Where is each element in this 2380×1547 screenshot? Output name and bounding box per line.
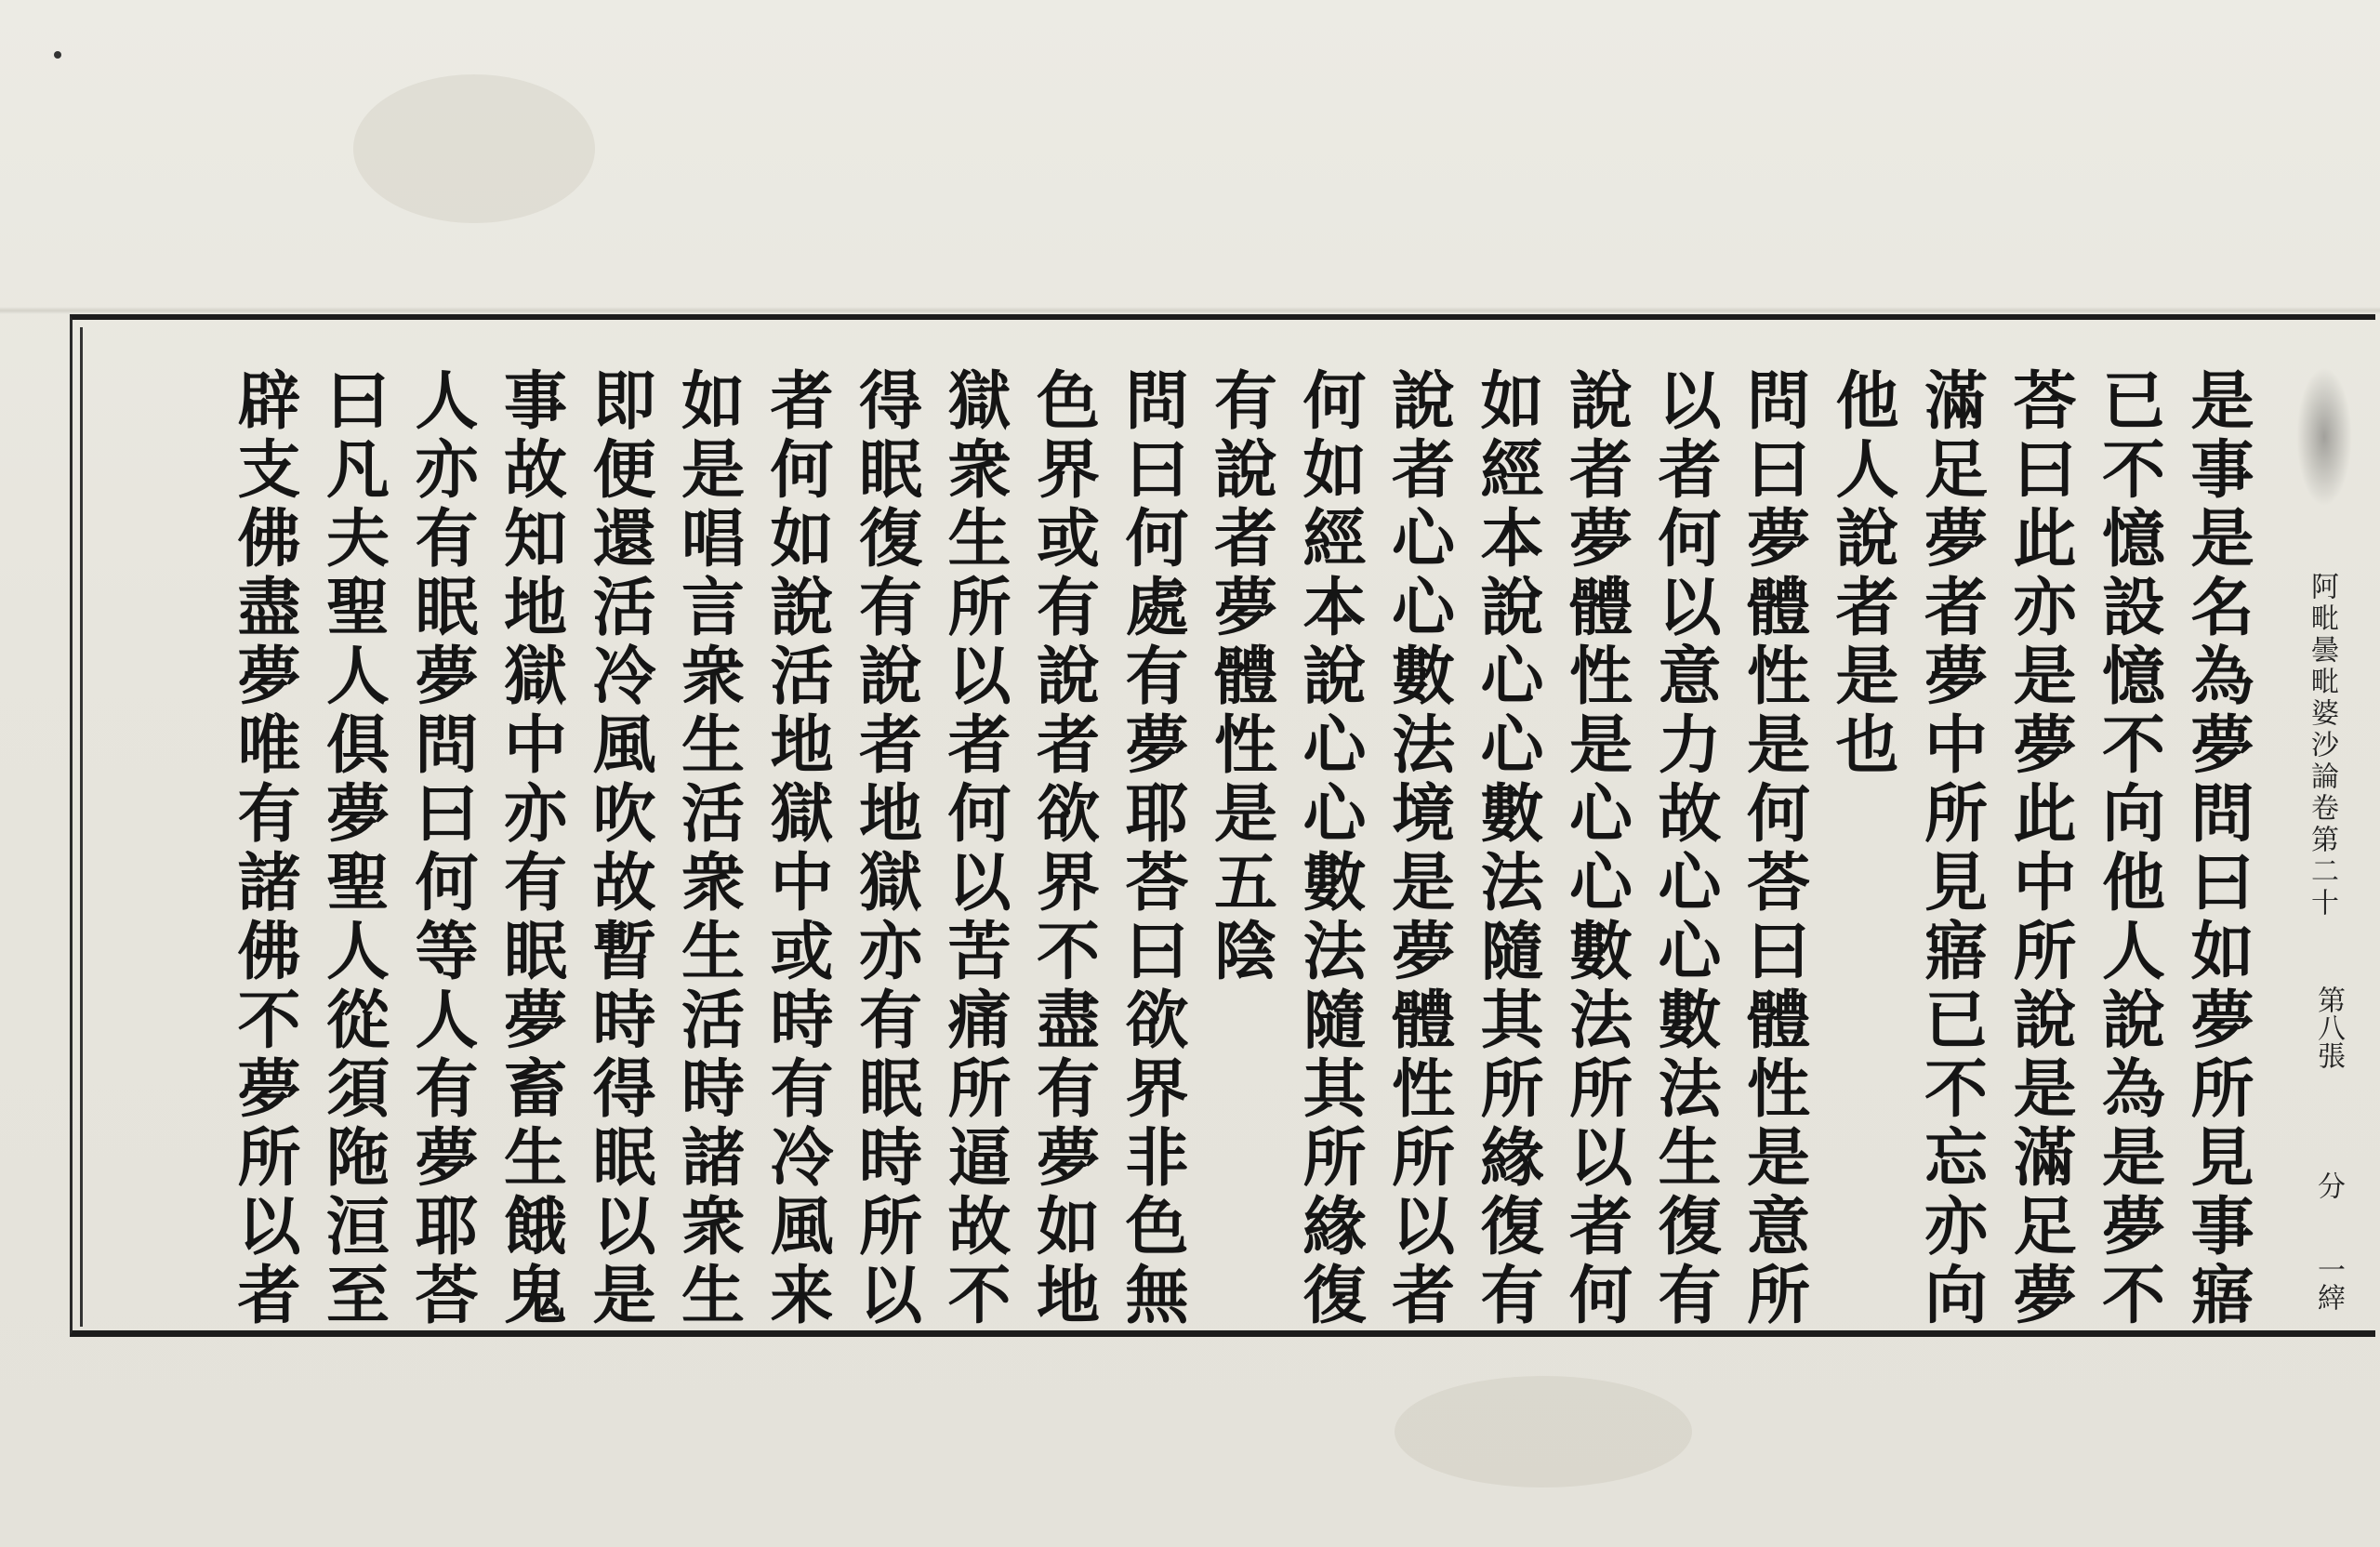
frame-inner-line (80, 327, 83, 1327)
text-column: 說者心心數法境是夢體性所以者 (1381, 367, 1455, 1330)
text-column: 有說者夢體性是五陰 (1203, 367, 1277, 986)
text-column: 何如經本說心心數法隨其所緣復 (1292, 367, 1366, 1330)
ink-smudge (2296, 367, 2352, 507)
text-column: 荅曰此亦是夢此中所說是滿足夢 (2003, 367, 2076, 1330)
margin-fen: 分 (2312, 1171, 2345, 1199)
margin-bottom: 一縡 (2312, 1255, 2345, 1311)
text-column: 辟支佛盡夢唯有諸佛不夢所以者 (227, 367, 300, 1330)
ink-dot (54, 51, 61, 59)
text-column: 者何如說活地獄中或時有冷風来 (760, 367, 833, 1330)
text-column: 已不憶設憶不向他人說為是夢不 (2091, 367, 2165, 1330)
text-column: 是事是名為夢問曰如夢所見事寤 (2180, 367, 2254, 1330)
text-column: 獄衆生所以者何以苦痛所逼故不 (937, 367, 1011, 1330)
text-column: 說者夢體性是心心數法所以者何 (1558, 367, 1633, 1330)
text-column: 以者何以意力故心心數法生復有 (1647, 367, 1721, 1330)
text-column: 事故知地獄中亦有眠夢畜生餓鬼 (493, 367, 567, 1330)
text-column: 如是唱言衆生活衆生活時諸衆生 (670, 367, 745, 1330)
text-column: 得眠復有說者地獄亦有眠時所以 (848, 367, 922, 1330)
text-column: 問曰何處有夢耶荅曰欲界非色無 (1115, 367, 1188, 1330)
text-column: 滿足夢者夢中所見寤已不忘亦向 (1913, 367, 1988, 1330)
text-column: 人亦有眠夢問曰何等人有夢耶荅 (404, 367, 478, 1330)
paper-stain (1395, 1376, 1692, 1488)
paper-stain (353, 74, 595, 223)
text-column: 他人說者是也 (1825, 367, 1898, 780)
text-column: 曰凡夫聖人俱夢聖人從須陁洹至 (315, 367, 390, 1330)
margin-title: 阿毗曇毗婆沙論卷第二十 (2306, 572, 2338, 919)
text-column: 即便還活冷風吹故暫時得眠以是 (582, 367, 655, 1330)
text-column: 如經本說心心數法隨其所緣復有 (1470, 367, 1543, 1330)
margin-folio: 第八張 (2312, 985, 2345, 1069)
page-fold (0, 307, 2380, 314)
text-column: 色界或有說者欲界不盡有夢如地 (1025, 367, 1100, 1330)
text-column: 問曰夢體性是何荅曰體性是意所 (1736, 367, 1810, 1330)
